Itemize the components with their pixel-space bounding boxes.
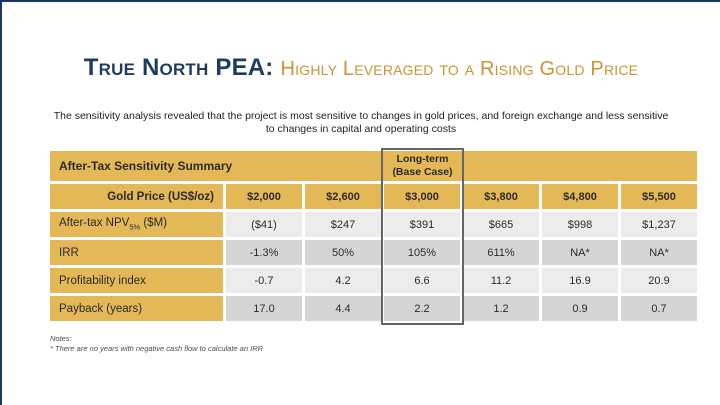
notes-label: Notes: (50, 334, 72, 343)
base-case-label-line1: Long-term (396, 153, 449, 166)
value-cell: 4.4 (305, 296, 381, 321)
value-cell: NA* (621, 240, 697, 265)
value-cell: 4.2 (305, 268, 381, 293)
row-label: Payback (years) (50, 296, 223, 321)
gold-price-cell: $2,600 (305, 184, 381, 209)
table-row (50, 296, 697, 321)
gold-price-cell: $2,000 (226, 184, 302, 209)
table-row (50, 268, 697, 293)
sensitivity-table-grid (47, 148, 700, 324)
value-cell: ($41) (226, 212, 302, 237)
table-summary-header: After-Tax Sensitivity Summary (50, 151, 697, 181)
subtitle: The sensitivity analysis revealed that the project is most sensitive to changes in gold prices, and foreign exchange and less sensitive to changes in capital and operating costs (53, 110, 669, 136)
base-case-label (384, 151, 461, 181)
value-cell: -0.7 (226, 268, 302, 293)
value-cell: 2.2 (384, 296, 460, 321)
value-cell: 0.9 (542, 296, 618, 321)
value-cell: $247 (305, 212, 381, 237)
row-label: IRR (50, 240, 223, 265)
value-cell: 20.9 (621, 268, 697, 293)
value-cell: 17.0 (226, 296, 302, 321)
base-case-label-line2: (Base Case) (392, 166, 453, 178)
value-cell: $391 (384, 212, 460, 237)
value-cell: 6.6 (384, 268, 460, 293)
notes-line: * There are no years with negative cash flow to calculate an IRR (50, 343, 264, 353)
value-cell: 105% (384, 240, 460, 265)
gold-price-cell: $4,800 (542, 184, 618, 209)
page-title (2, 54, 720, 82)
footnotes (50, 334, 263, 354)
row-label: Profitability index (50, 268, 223, 293)
value-cell: -1.3% (226, 240, 302, 265)
gold-price-row (50, 184, 697, 209)
value-cell: $1,237 (621, 212, 697, 237)
gold-price-cell: $5,500 (621, 184, 697, 209)
value-cell: 1.2 (463, 296, 539, 321)
gold-price-header: Gold Price (US$/oz) (50, 184, 223, 209)
table-summary-row (50, 151, 697, 181)
value-cell: $665 (463, 212, 539, 237)
value-cell: NA* (542, 240, 618, 265)
title-secondary: Highly Leveraged to a Rising Gold Price (280, 58, 639, 80)
gold-price-cell: $3,000 (384, 184, 460, 209)
value-cell: 11.2 (463, 268, 539, 293)
gold-price-cell: $3,800 (463, 184, 539, 209)
value-cell: $998 (542, 212, 618, 237)
table-row (50, 212, 697, 237)
row-label: After-tax $NPV_{5\%}$ ($M) (50, 212, 223, 237)
value-cell: 611% (463, 240, 539, 265)
value-cell: 50% (305, 240, 381, 265)
sensitivity-table (47, 148, 703, 326)
title-primary: True North PEA: (83, 54, 274, 81)
value-cell: 0.7 (621, 296, 697, 321)
value-cell: 16.9 (542, 268, 618, 293)
table-row (50, 240, 697, 265)
